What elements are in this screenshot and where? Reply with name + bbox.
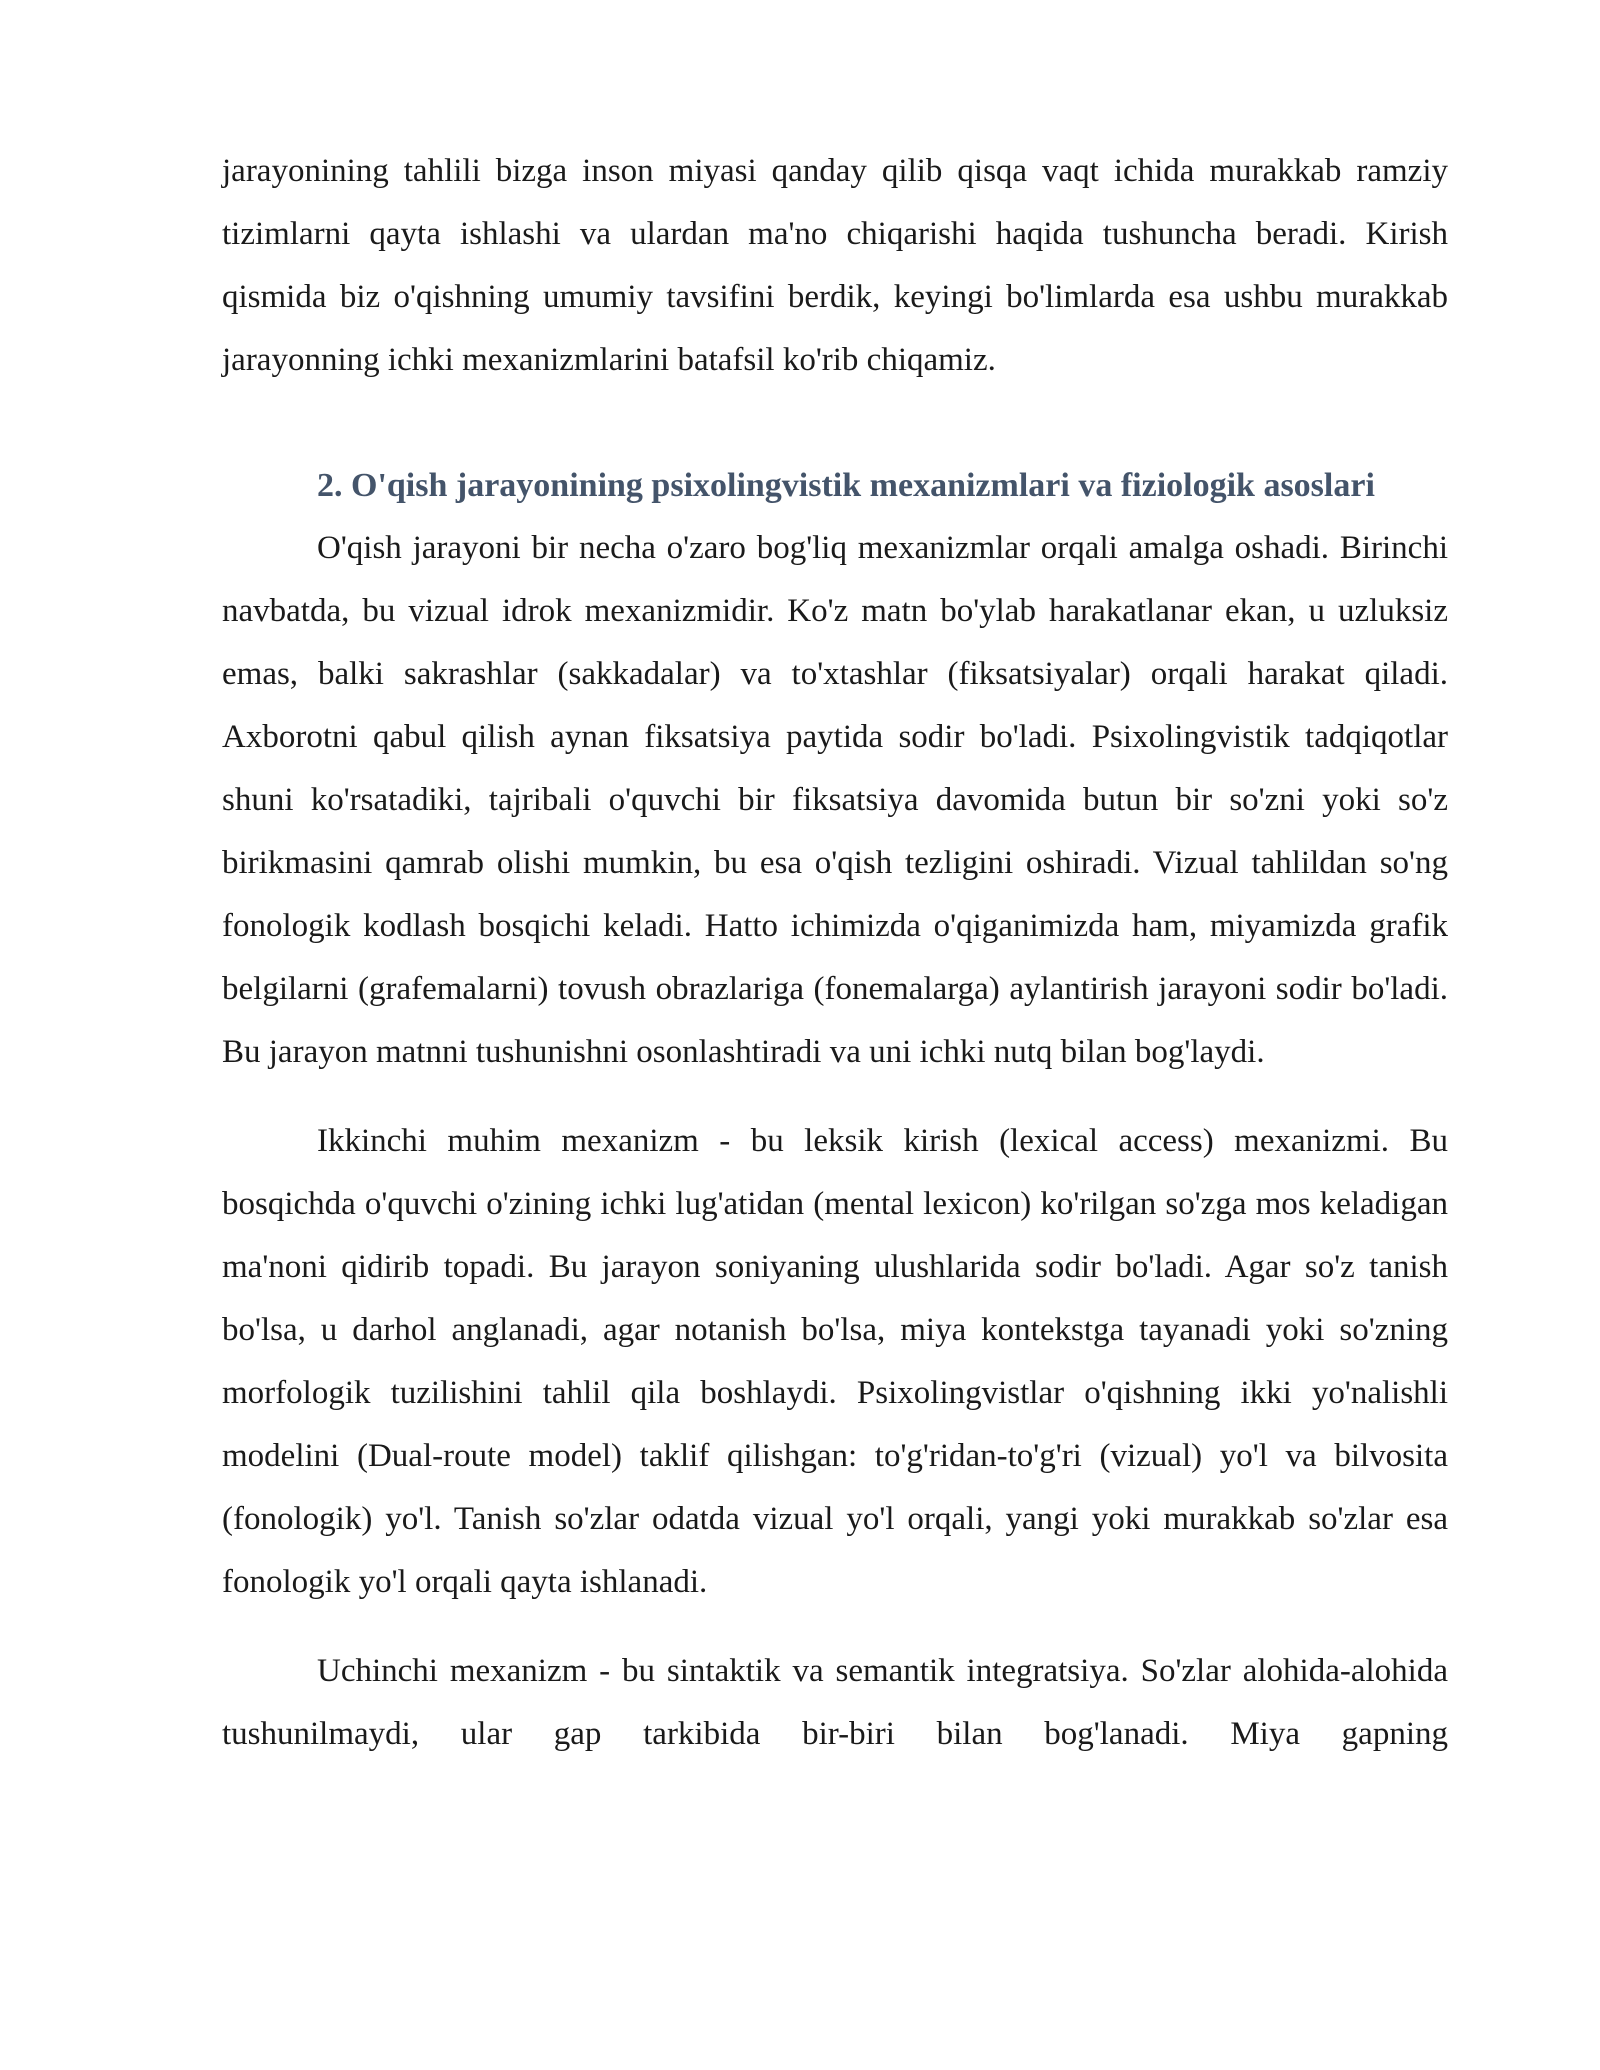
body-paragraph: Ikkinchi muhim mexanizm - bu leksik kirish (lexical access) mexanizmi. Bu bosqichda o'quvchi o'zining ichki lug'atidan (mental lexicon) ko'rilgan so'zga mos keladigan ma'noni qidirib topadi. Bu jarayon soniyaning ulushlarida sodir bo'ladi. Agar so'z tanish bo'lsa, u darhol anglanadi, agar notanish bo'lsa, miya kontekstga tayanadi yoki so'zning morfologik tuzilishini tahlil qila boshlaydi. Psixolingvistlar o'qishning ikki yo'nalishli modelini (Dual-route model) taklif qilishgan: to'g'ridan-to'g'ri (vizual) yo'l va bilvosita (fonologik) yo'l. Tanish so'zlar odatda vizual yo'l orqali, yangi yoki murakkab so'zlar esa fonologik yo'l orqali qayta ishlanadi. bbox=[222, 1123, 1448, 1600]
spacer bbox=[222, 1084, 1448, 1110]
body-paragraph: O'qish jarayoni bir necha o'zaro bog'liq mexanizmlar orqali amalga oshadi. Birinchi navbatda, bu vizual idrok mexanizmidir. Ko'z matn bo'ylab harakatlanar ekan, u uzluksiz emas, balki sakrashlar (sakkadalar) va to'xtashlar (fiksatsiyalar) orqali harakat qiladi. Axborotni qabul qilish aynan fiksatsiya paytida sodir bo'ladi. Psixolingvistik tadqiqotlar shuni ko'rsatadiki, tajribali o'quvchi bir fiksatsiya davomida butun bir so'zni yoki so'z birikmasini qamrab olishi mumkin, bu esa o'qish tezligini oshiradi. Vizual tahlildan so'ng fonologik kodlash bosqichi keladi. Hatto ichimizda o'qiganimizda ham, miyamizda grafik belgilarni (grafemalarni) tovush obrazlariga (fonemalarga) aylantirish jarayoni sodir bo'ladi. Bu jarayon matnni tushunishni osonlashtiradi va uni ichki nutq bilan bog'laydi. bbox=[222, 530, 1448, 1070]
section-heading: 2. O'qish jarayonining psixolingvistik mexanizmlari va fiziologik asoslari bbox=[317, 467, 1375, 504]
body-paragraph: Uchinchi mexanizm - bu sintaktik va semantik integratsiya. So'zlar alohida-alohida tushunilmaydi, ular gap tarkibida bir-biri bilan bog'lanadi. Miya gapning bbox=[222, 1653, 1448, 1752]
spacer bbox=[222, 1614, 1448, 1640]
document-page bbox=[222, 140, 1448, 1766]
intro-paragraph: jarayonining tahlili bizga inson miyasi qanday qilib qisqa vaqt ichida murakkab ramziy tizimlarni qayta ishlashi va ulardan ma'no chiqarishi haqida tushuncha beradi. Kirish qismida biz o'qishning umumiy tavsifini berdik, keyingi bo'limlarda esa ushbu murakkab jarayonning ichki mexanizmlarini batafsil ko'rib chiqamiz. bbox=[222, 153, 1448, 378]
spacer bbox=[222, 392, 1448, 454]
